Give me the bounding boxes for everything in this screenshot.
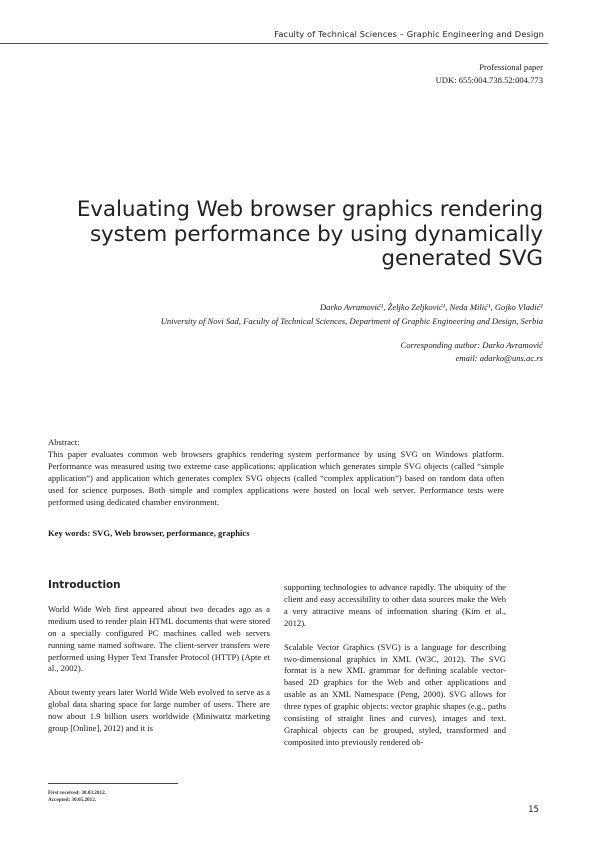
abstract-text: This paper evaluates common web browsers graphics rendering system performance by using SVG on Windows platform. Performance was measured using two extreme case applications: application which generates simple SVG objects (called “simple application”) and application which generates complex SVG objects (called “complex application”) based on random data often used for science purposes. Both simple and complex applications were hosted on local web server. Performance tests were performed using dedicated chamber environment. [48,448,504,507]
section-heading: Introduction [48,579,121,591]
title-line: generated SVG [381,246,543,271]
right-column [284,582,506,761]
page-number: 15 [528,805,539,815]
accepted-date: Accepted: 30.05.2012. [48,796,97,803]
paper-title [73,198,543,272]
abstract-label: Abstract: [48,437,80,447]
title-line: system performance by using dynamically [89,221,543,247]
abstract [48,437,504,508]
body-paragraph: About twenty years later World Wide Web evolved to serve as a global data sharing space for large number of users. There are now about 1.9 billion users worldwide (Miniwattz marketing group [Online], 2012) and it is [48,687,270,734]
header-rule [0,43,548,44]
paper-type: Professional paper [479,62,543,72]
udk-code: UDK: 655:004.738.52:004.773 [435,74,543,85]
body-paragraph: World Wide Web first appeared about two decades ago as a medium used to render plain HTML documents that were stored on a specially configured PC machines called web servers running same named software. The client-server transfers were performed using Hyper Text Transfer Protocol (HTTP) (Apte et al., 2002). [48,603,270,674]
author-affiliation: University of Novi Sad, Faculty of Technical Sciences, Department of Graphic Engineering and Design, Serbia [160,315,543,326]
title-line: Evaluating Web browser graphics rendering [76,197,543,222]
left-column [48,580,270,747]
received-date: First received: 30.03.2012. [48,790,106,796]
author-block [161,301,543,328]
body-paragraph: Scalable Vector Graphics (SVG) is a language for describing two-dimensional graphics in XML (W3C, 2012). The SVG format is a new XML grammar for defining scalable vector-based 2D graphics for the Web and other applications and usable as an XML Namespace (Peng, 2000). SVG allows for three types of graphic objects: vector graphic shapes (e.g., paths consisting of straight lines and curves), images and text. Graphical objects can be grouped, styled, transformed and composited into previously rendered ob- [284,641,506,747]
corresponding-author-block [400,339,543,364]
paper-meta [436,61,543,86]
footnote-rule [48,783,178,784]
running-head: Faculty of Technical Sciences – Graphic Engineering and Design [274,29,544,39]
keywords: Key words: SVG, Web browser, performance, graphics [48,528,250,538]
author-names: Darko Avramović¹, Željko Zeljković¹, Neda Milić¹, Gojko Vladić¹ [319,302,543,312]
corresponding-email: email: adarko@uns.ac.rs [455,352,543,363]
footnotes [48,790,106,803]
body-paragraph: supporting technologies to advance rapidly. The ubiquity of the client and easy accessibility to other data sources make the Web a very attractive means of information sharing (Kim et al., 2012). [284,582,506,628]
corresponding-author: Corresponding author: Darko Avramović [400,340,543,350]
